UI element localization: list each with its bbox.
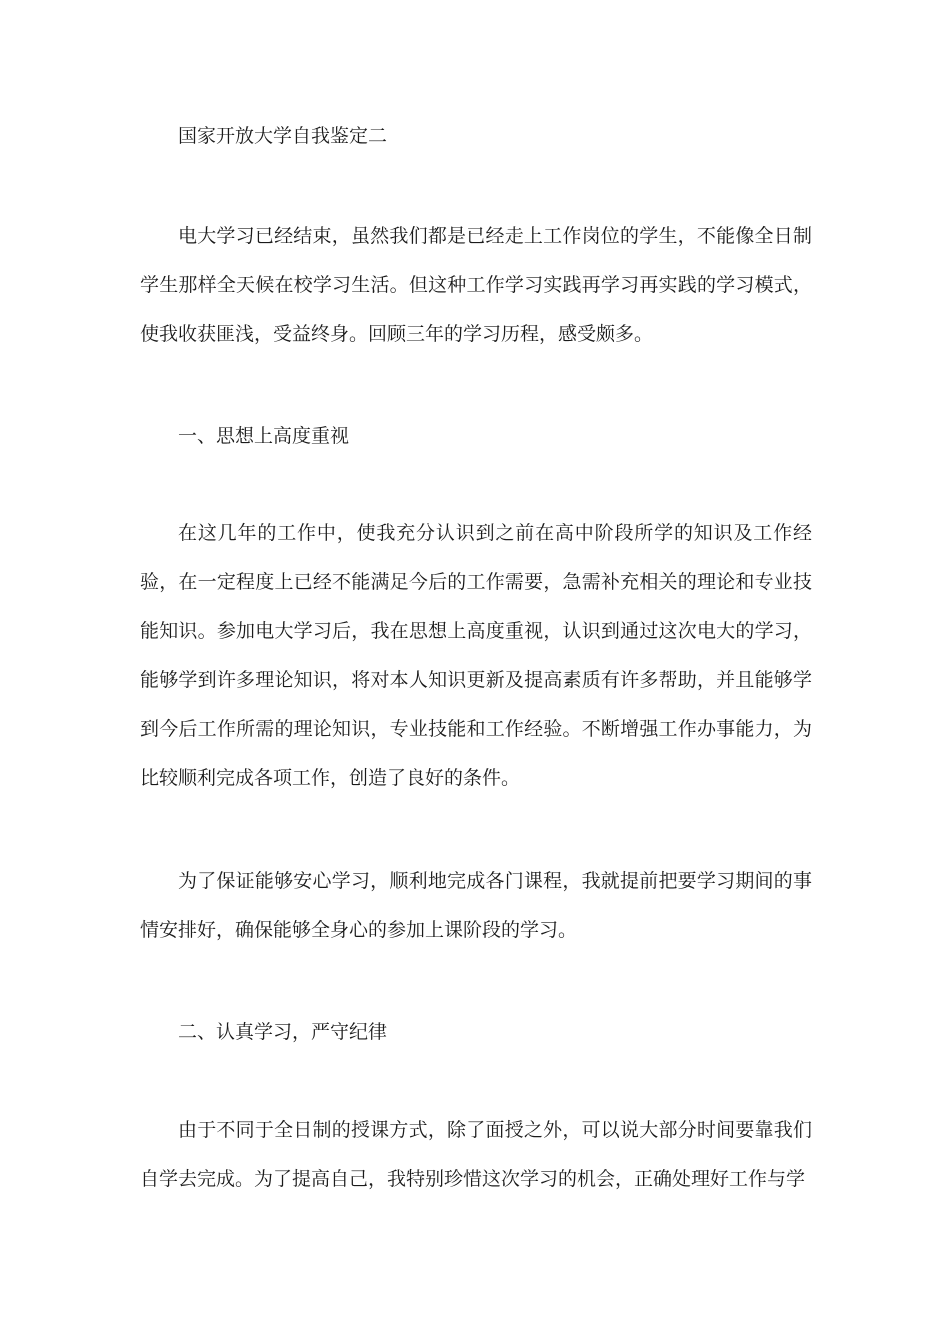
section-2-heading: 二、认真学习，严守纪律 bbox=[178, 1021, 388, 1043]
section-2-paragraph-1: 由于不同于全日制的授课方式，除了面授之外，可以说大部分时间要靠我们自学去完成。为了提高自己，我特别珍惜这次学习的机会，正确处理好工作与学 bbox=[140, 1119, 812, 1190]
section-1-paragraph-2: 为了保证能够安心学习，顺利地完成各门课程，我就提前把要学习期间的事情安排好，确保能够全身心的参加上课阶段的学习。 bbox=[140, 870, 812, 941]
section-1-heading: 一、思想上高度重视 bbox=[178, 425, 350, 447]
intro-paragraph: 电大学习已经结束，虽然我们都是已经走上工作岗位的学生，不能像全日制学生那样全天候在校学习生活。但这种工作学习实践再学习再实践的学习模式，使我收获匪浅，受益终身。回顾三年的学习历程，感受颇多。 bbox=[140, 225, 812, 345]
section-1-paragraph-1: 在这几年的工作中，使我充分认识到之前在高中阶段所学的知识及工作经验，在一定程度上已经不能满足今后的工作需要，急需补充相关的理论和专业技能知识。参加电大学习后，我在思想上高度重视，认识到通过这次电大的学习，能够学到许多理论知识，将对本人知识更新及提高素质有许多帮助，并且能够学到今后工作所需的理论知识，专业技能和工作经验。不断增强工作办事能力，为比较顺利完成各项工作，创造了良好的条件。 bbox=[140, 522, 812, 789]
document-title: 国家开放大学自我鉴定二 bbox=[178, 125, 388, 147]
